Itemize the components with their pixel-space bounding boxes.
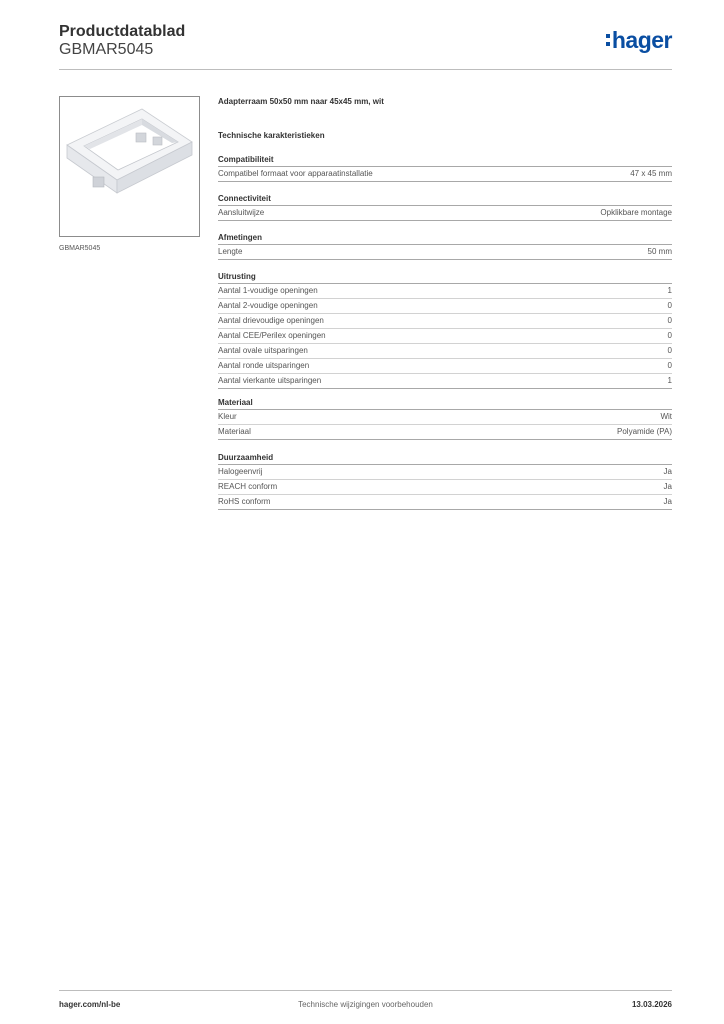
spec-label: Aantal ronde uitsparingen <box>218 361 310 370</box>
spec-value: 0 <box>667 316 672 325</box>
product-image-frame <box>59 96 200 237</box>
section-title: Afmetingen <box>218 232 672 245</box>
spec-label: Aansluitwijze <box>218 208 265 217</box>
logo-wordmark: hager <box>611 27 672 53</box>
spec-row <box>218 465 672 480</box>
page-header <box>59 21 672 70</box>
section-title: Duurzaamheid <box>218 452 672 465</box>
logo-dots-icon <box>606 32 610 48</box>
spec-value: 1 <box>667 286 672 295</box>
spec-value: Wit <box>660 412 672 421</box>
spec-row <box>218 374 672 389</box>
spec-row <box>218 329 672 344</box>
section-title: Materiaal <box>218 397 672 410</box>
section-compatibiliteit <box>218 154 672 182</box>
image-caption: GBMAR5045 <box>59 245 101 252</box>
spec-label: Aantal 2-voudige openingen <box>218 301 318 310</box>
spec-label: Materiaal <box>218 427 251 436</box>
spec-value: Ja <box>663 467 672 476</box>
spec-row <box>218 425 672 440</box>
spec-value: 0 <box>667 331 672 340</box>
tech-heading: Technische karakteristieken <box>218 131 325 140</box>
section-materiaal <box>218 397 672 440</box>
spec-label: Aantal drievoudige openingen <box>218 316 324 325</box>
spec-label: REACH conform <box>218 482 278 491</box>
spec-label: RoHS conform <box>218 497 271 506</box>
product-code: GBMAR5045 <box>59 41 154 58</box>
page-footer <box>59 990 672 1015</box>
spec-label: Aantal 1-voudige openingen <box>218 286 318 295</box>
page-title: Productdatablad <box>59 23 186 40</box>
spec-value: 50 mm <box>647 247 672 256</box>
spec-row <box>218 245 672 260</box>
adapter-frame-image <box>60 97 199 236</box>
spec-label: Aantal ovale uitsparingen <box>218 346 308 355</box>
spec-value: Polyamide (PA) <box>617 427 672 436</box>
spec-row <box>218 359 672 374</box>
section-duurzaamheid <box>218 452 672 510</box>
spec-value: 1 <box>667 376 672 385</box>
spec-value: 47 x 45 mm <box>630 169 672 178</box>
spec-row <box>218 167 672 182</box>
section-title: Connectiviteit <box>218 193 672 206</box>
spec-value: Opklikbare montage <box>600 208 672 217</box>
spec-label: Halogeenvrij <box>218 467 263 476</box>
product-title: Adapterraam 50x50 mm naar 45x45 mm, wit <box>218 97 384 106</box>
spec-row <box>218 314 672 329</box>
section-connectiviteit <box>218 193 672 221</box>
spec-value: Ja <box>663 482 672 491</box>
footer-website-link[interactable]: hager.com/nl-be <box>59 1000 121 1009</box>
footer-disclaimer: Technische wijzigingen voorbehouden <box>298 1000 433 1009</box>
spec-row <box>218 495 672 510</box>
section-uitrusting <box>218 271 672 389</box>
spec-label: Lengte <box>218 247 243 256</box>
spec-row <box>218 299 672 314</box>
spec-row <box>218 480 672 495</box>
spec-value: 0 <box>667 346 672 355</box>
spec-row <box>218 344 672 359</box>
spec-row <box>218 206 672 221</box>
spec-value: 0 <box>667 301 672 310</box>
spec-label: Aantal vierkante uitsparingen <box>218 376 322 385</box>
section-afmetingen <box>218 232 672 260</box>
section-title: Compatibiliteit <box>218 154 672 167</box>
section-title: Uitrusting <box>218 271 672 284</box>
spec-row <box>218 410 672 425</box>
spec-label: Compatibel formaat voor apparaatinstallatie <box>218 169 373 178</box>
spec-row <box>218 284 672 299</box>
spec-label: Kleur <box>218 412 237 421</box>
spec-value: Ja <box>663 497 672 506</box>
spec-label: Aantal CEE/Perilex openingen <box>218 331 326 340</box>
hager-logo <box>606 27 672 53</box>
footer-date: 13.03.2026 <box>631 1000 672 1009</box>
spec-value: 0 <box>667 361 672 370</box>
